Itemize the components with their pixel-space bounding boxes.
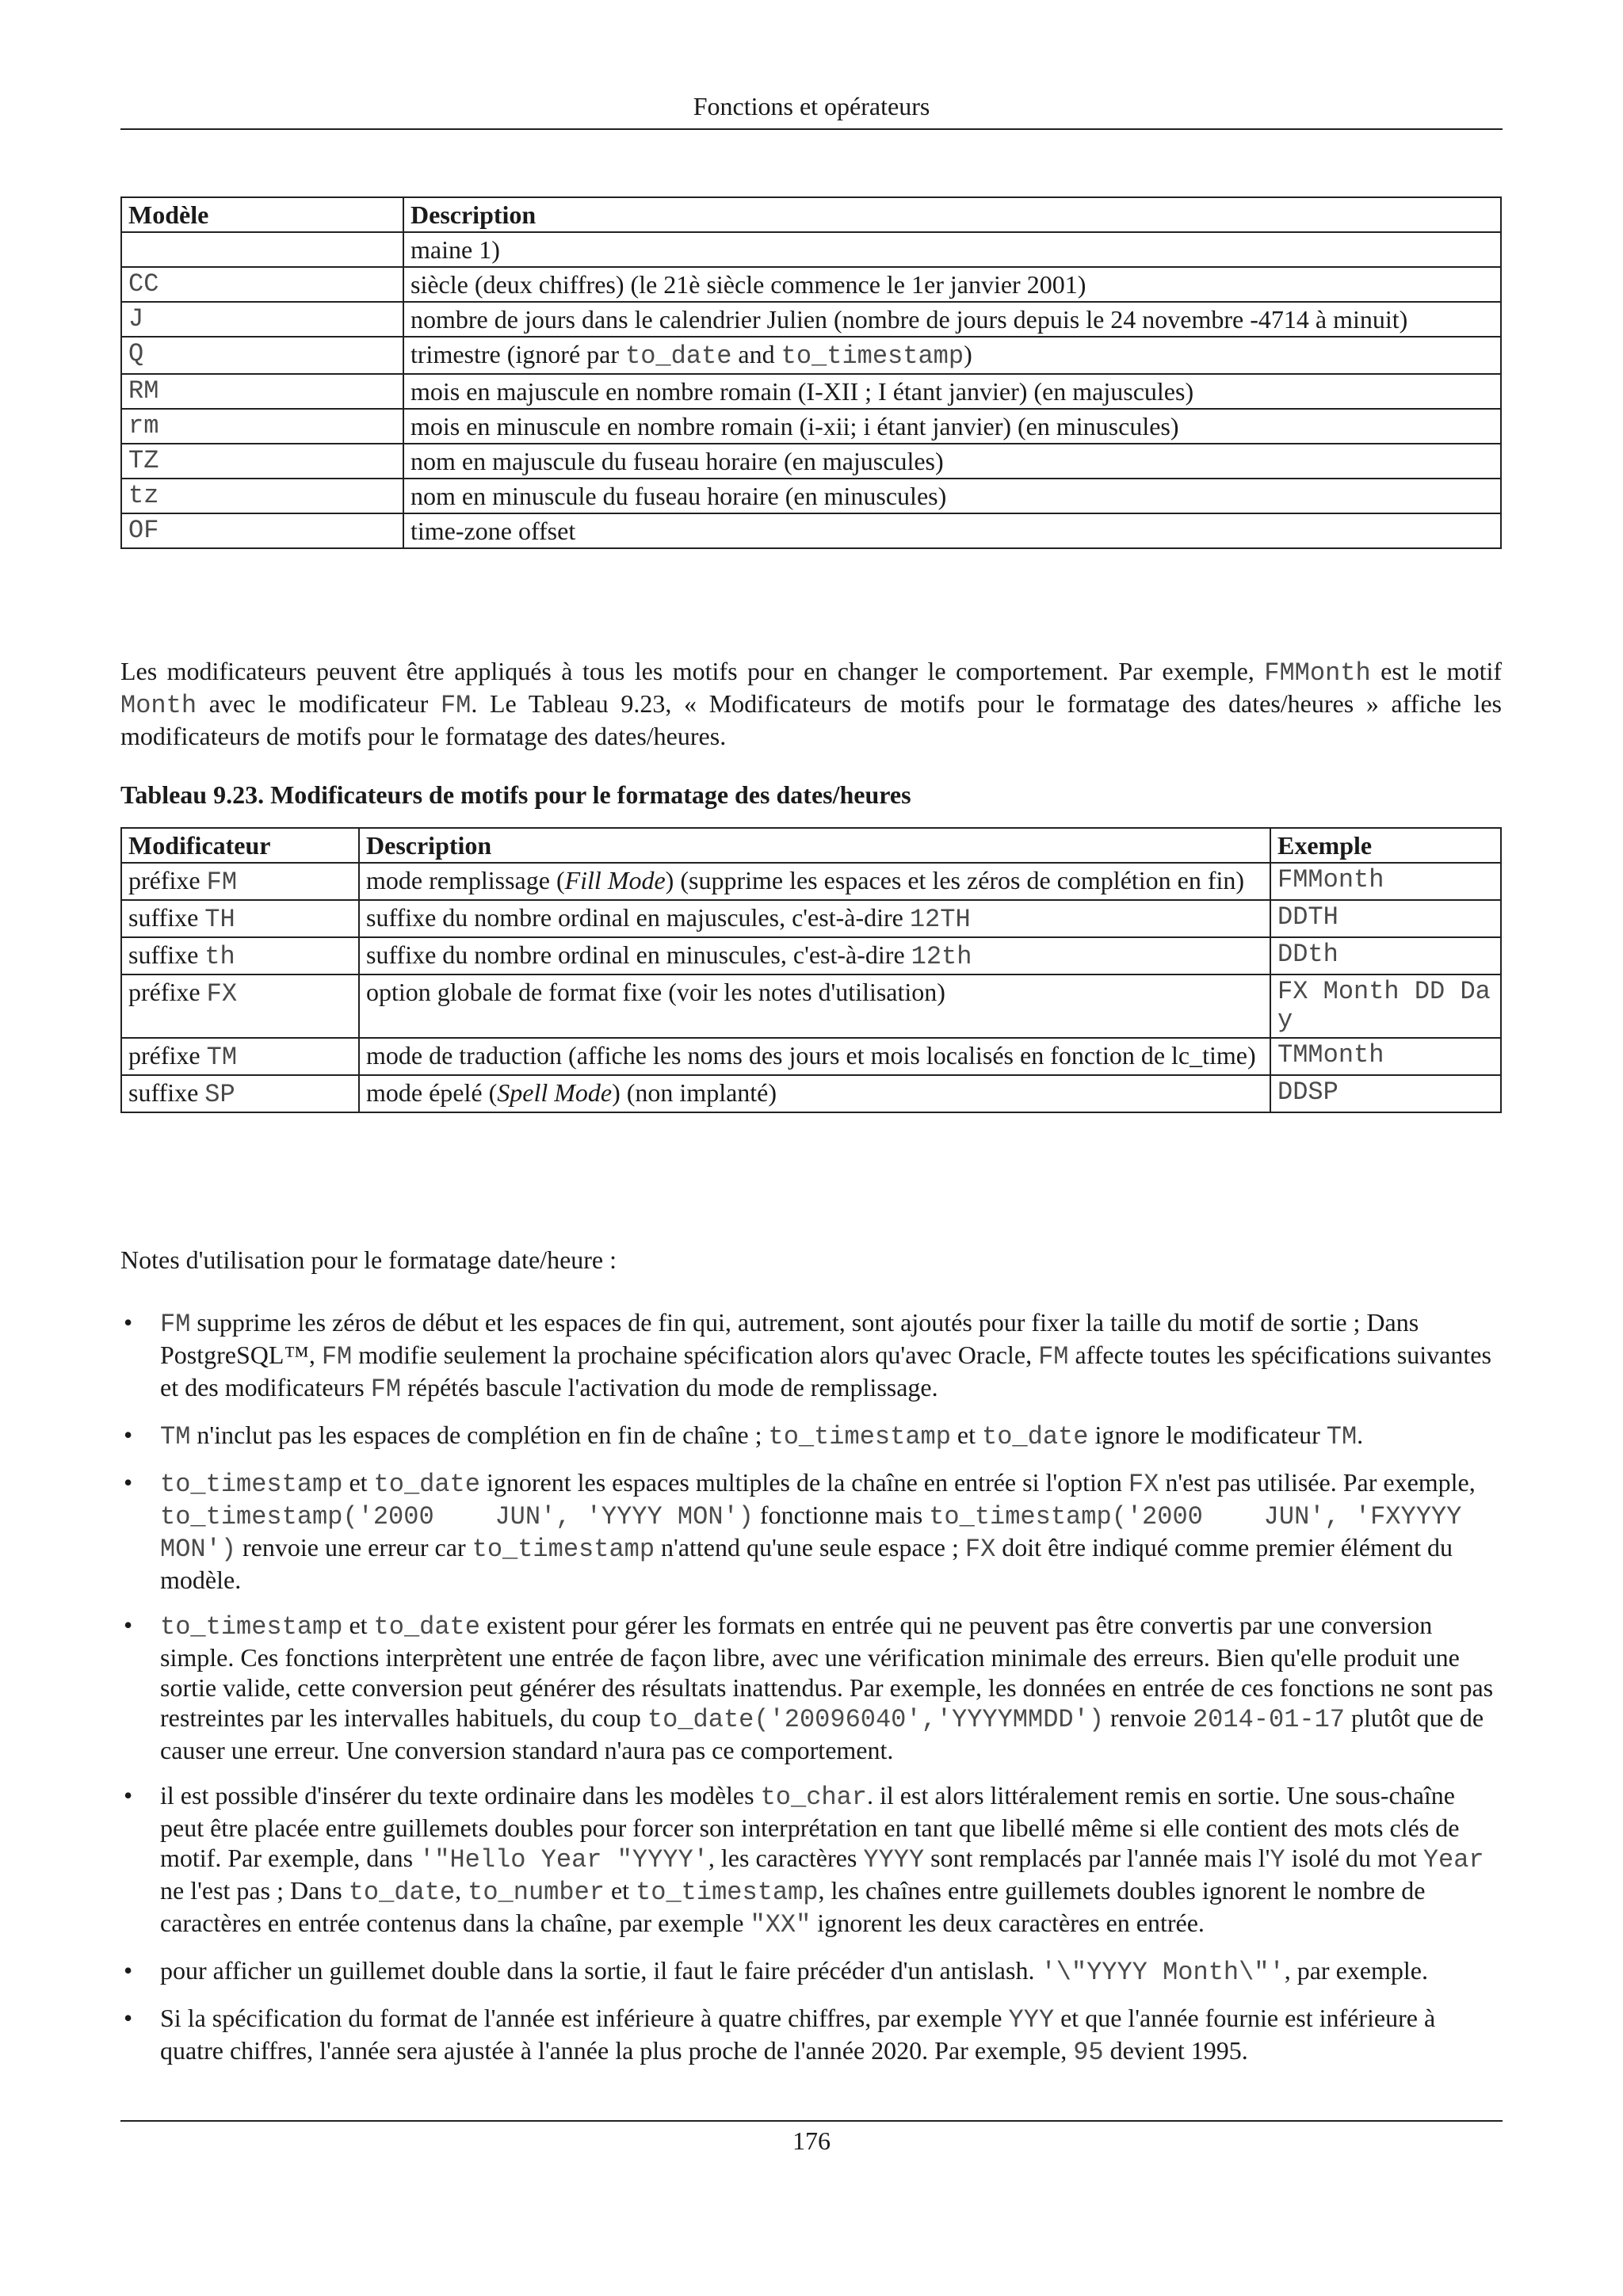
cell-code: tz — [121, 479, 403, 513]
cell-modifier: préfixe FM — [121, 863, 359, 900]
col-header-description: Description — [403, 197, 1501, 232]
modifiers-table — [120, 827, 1502, 1113]
inline-code: FMMonth — [1264, 658, 1371, 688]
list-item: • TM n'inclut pas les espaces de complétion en fin de chaîne ; to_timestamp et to_date ignore le modificateur TM. — [120, 1420, 1502, 1452]
cell-desc: nom en minuscule du fuseau horaire (en minuscules) — [403, 479, 1501, 513]
cell-desc: trimestre (ignoré par to_date and to_timestamp) — [403, 337, 1501, 374]
cell-desc: nom en majuscule du fuseau horaire (en majuscules) — [403, 444, 1501, 479]
table-caption: Tableau 9.23. Modificateurs de motifs pour le formatage des dates/heures — [120, 780, 911, 809]
page-number: 176 — [792, 2126, 831, 2155]
cell-modifier: suffixe SP — [121, 1075, 359, 1112]
list-item: • Si la spécification du format de l'année est inférieure à quatre chiffres, par exemple YYY et que l'année fournie est inférieure à quatre chiffres, l'année sera ajustée à l'année la plus proche de l'année 2020. Par exemple, 95 devient 1995. — [120, 2003, 1502, 2068]
col-header-modele: Modèle — [121, 197, 403, 232]
cell-desc: mois en majuscule en nombre romain (I-XII ; I étant janvier) (en majuscules) — [403, 374, 1501, 409]
intro-paragraph: Les modificateurs peuvent être appliqués à tous les motifs pour en changer le comportement. Par exemple, FMMonth est le motif Month avec le modificateur FM. Le Tableau 9.23, « Modificateurs de motifs pour le formatage des dates/heures » affiche les modificateurs de motifs pour le formatage des dates/heures. — [120, 657, 1503, 750]
cell-desc: time-zone offset — [403, 513, 1501, 548]
table-row — [121, 267, 1501, 302]
list-item: • to_timestamp et to_date existent pour gérer les formats en entrée qui ne peuvent pas être convertis par une conversion simple. Ces fonctions interprètent une entrée de façon libre, avec une vérification minimale des erreurs. Bien qu'elle produit une sortie valide, cette conversion peut générer des résultats inattendus. Par exemple, les données en entrée de ces fonctions ne sont pas restreintes par les intervalles habituels, du coup to_date('20096040','YYYYMMDD') renvoie 2014-01-17 plutôt que de causer une erreur. Une conversion standard n'aura pas ce comportement. — [120, 1610, 1502, 1765]
cell-code: J — [121, 302, 403, 337]
cell-example: DDth — [1270, 937, 1501, 974]
cell-code: rm — [121, 409, 403, 444]
patterns-table-continued — [120, 196, 1502, 549]
col-header-exemple: Exemple — [1270, 828, 1501, 863]
table-row — [121, 409, 1501, 444]
table-row — [121, 1075, 1501, 1112]
cell-code: TZ — [121, 444, 403, 479]
cell-modifier: suffixe th — [121, 937, 359, 974]
inline-code: to_date — [625, 341, 732, 371]
table-row — [121, 1038, 1501, 1075]
col-header-modificateur: Modificateur — [121, 828, 359, 863]
cell-desc: mode de traduction (affiche les noms des jours et mois localisés en fonction de lc_time) — [359, 1038, 1270, 1075]
cell-desc: suffixe du nombre ordinal en majuscules, c'est-à-dire 12TH — [359, 900, 1270, 937]
cell-desc: siècle (deux chiffres) (le 21è siècle commence le 1er janvier 2001) — [403, 267, 1501, 302]
inline-code: Month — [120, 691, 197, 720]
cell-desc: option globale de format fixe (voir les notes d'utilisation) — [359, 974, 1270, 1038]
table-row — [121, 900, 1501, 937]
table-row — [121, 232, 1501, 267]
list-item: • pour afficher un guillemet double dans la sortie, il faut le faire précéder d'un antislash. '\"YYYY Month\"', par exemple. — [120, 1955, 1502, 1988]
header-title: Fonctions et opérateurs — [693, 92, 930, 120]
table-row — [121, 974, 1501, 1038]
table-header-row — [121, 197, 1501, 232]
table-header-row — [121, 828, 1501, 863]
list-item: • FM supprime les zéros de début et les espaces de fin qui, autrement, sont ajoutés pour fixer la taille du motif de sortie ; Dans PostgreSQL™, FM modifie seulement la prochaine spécification alors qu'avec Oracle, FM affecte toutes les spécifications suivantes et des modificateurs FM répétés bascule l'activation du mode de remplissage. — [120, 1307, 1502, 1405]
page-footer — [120, 2120, 1503, 2156]
inline-code: FM — [440, 691, 472, 720]
page-header — [120, 92, 1503, 130]
cell-example: FMMonth — [1270, 863, 1501, 900]
cell-continuation: maine 1) — [403, 232, 1501, 267]
table-row — [121, 444, 1501, 479]
table-row — [121, 479, 1501, 513]
cell-desc: mode remplissage (Fill Mode) (supprime les espaces et les zéros de complétion en fin) — [359, 863, 1270, 900]
table-row — [121, 302, 1501, 337]
cell-modifier: suffixe TH — [121, 900, 359, 937]
inline-code: to_timestamp — [781, 341, 964, 371]
col-header-description: Description — [359, 828, 1270, 863]
cell-modifier: préfixe TM — [121, 1038, 359, 1075]
cell-code: CC — [121, 267, 403, 302]
table-row — [121, 937, 1501, 974]
cell-desc: mode épelé (Spell Mode) (non implanté) — [359, 1075, 1270, 1112]
cell-example: TMMonth — [1270, 1038, 1501, 1075]
cell-example: FX Month DD Day — [1270, 974, 1501, 1038]
cell-code: RM — [121, 374, 403, 409]
table-row — [121, 513, 1501, 548]
cell-desc: nombre de jours dans le calendrier Julien (nombre de jours depuis le 24 novembre -4714 à minuit) — [403, 302, 1501, 337]
notes-list — [120, 1307, 1502, 2083]
table-row — [121, 374, 1501, 409]
cell-code: Q — [121, 337, 403, 374]
cell-desc: mois en minuscule en nombre romain (i-xii; i étant janvier) (en minuscules) — [403, 409, 1501, 444]
cell-code: OF — [121, 513, 403, 548]
cell-modifier: préfixe FX — [121, 974, 359, 1038]
cell-example: DDSP — [1270, 1075, 1501, 1112]
cell-desc: suffixe du nombre ordinal en minuscules, c'est-à-dire 12th — [359, 937, 1270, 974]
list-item: • il est possible d'insérer du texte ordinaire dans les modèles to_char. il est alors littéralement remis en sortie. Une sous-chaîne peut être placée entre guillemets doubles pour forcer son interprétation en tant que libellé même si elle contient des mots clés de motif. Par exemple, dans '"Hello Year "YYYY', les caractères YYYY sont remplacés par l'année mais l'Y isolé du mot Year ne l'est pas ; Dans to_date, to_number et to_timestamp, les chaînes entre guillemets doubles ignorent le nombre de caractères en entrée contenus dans la chaîne, par exemple "XX" ignorent les deux caractères en entrée. — [120, 1780, 1502, 1940]
table-row — [121, 863, 1501, 900]
list-item: • to_timestamp et to_date ignorent les espaces multiples de la chaîne en entrée si l'option FX n'est pas utilisée. Par exemple, to_timestamp('2000 JUN', 'YYYY MON') fonctionne mais to_timestamp('2000 JUN', 'FXYYYY MON') renvoie une erreur car to_timestamp n'attend qu'une seule espace ; FX doit être indiqué comme premier élément du modèle. — [120, 1467, 1502, 1595]
notes-title: Notes d'utilisation pour le formatage date/heure : — [120, 1245, 617, 1274]
cell-example: DDTH — [1270, 900, 1501, 937]
table-row — [121, 337, 1501, 374]
